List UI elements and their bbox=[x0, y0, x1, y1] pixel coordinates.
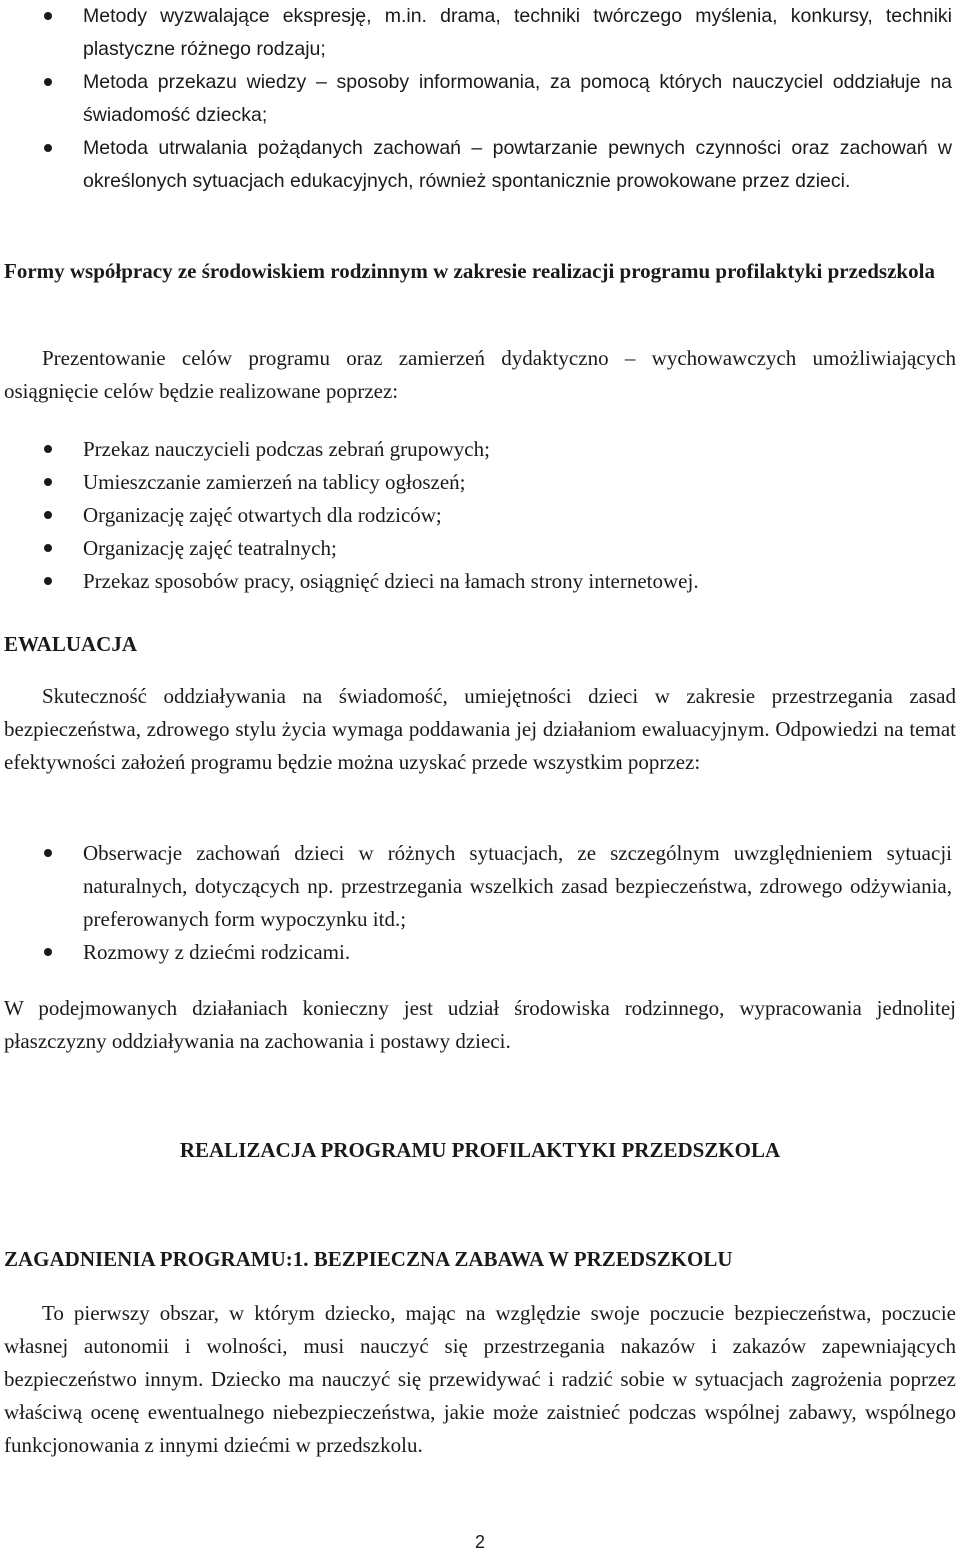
cooperation-list bbox=[4, 433, 956, 598]
evaluation-list-block bbox=[4, 837, 956, 969]
methods-list-block bbox=[4, 0, 956, 198]
list-item bbox=[4, 66, 956, 132]
list-item bbox=[4, 532, 956, 565]
evaluation-paragraph: Skuteczność oddziaływania na świadomość, umiejętności dzieci w zakresie przestrzegania zasad bezpieczeństwa, zdrowego stylu życia wymaga poddawania jej działaniom ewaluacyjnym. Odpowiedzi na temat efektywności założeń programu będzie można uzyskać przede wszystkim poprzez: bbox=[4, 684, 956, 774]
bullet-icon bbox=[44, 511, 52, 519]
cooperation-heading: Formy współpracy ze środowiskiem rodzinnym w zakresie realizacji programu profilaktyki przedszkola bbox=[4, 259, 935, 283]
list-item-text: Umieszczanie zamierzeń na tablicy ogłoszeń; bbox=[83, 470, 466, 494]
page-number: 2 bbox=[474, 1532, 485, 1552]
bullet-icon bbox=[44, 478, 52, 486]
bullet-icon bbox=[44, 849, 52, 857]
list-item bbox=[4, 837, 956, 936]
bullet-icon bbox=[44, 12, 52, 20]
list-item-text: Przekaz sposobów pracy, osiągnięć dzieci na łamach strony internetowej. bbox=[83, 569, 699, 593]
bullet-icon bbox=[44, 445, 52, 453]
list-item bbox=[4, 0, 956, 66]
list-item-text: Przekaz nauczycieli podczas zebrań grupowych; bbox=[83, 437, 490, 461]
list-item-text: Organizację zajęć otwartych dla rodziców; bbox=[83, 503, 442, 527]
list-item bbox=[4, 499, 956, 532]
list-item bbox=[4, 936, 956, 969]
realization-title: REALIZACJA PROGRAMU PROFILAKTYKI PRZEDSZKOLA bbox=[179, 1138, 781, 1162]
bullet-icon bbox=[44, 78, 52, 86]
list-item bbox=[4, 433, 956, 466]
list-item bbox=[4, 466, 956, 499]
bullet-icon bbox=[44, 577, 52, 585]
evaluation-list bbox=[4, 837, 956, 969]
bullet-icon bbox=[44, 544, 52, 552]
topics-heading: ZAGADNIENIA PROGRAMU:1. BEZPIECZNA ZABAWA W PRZEDSZKOLU bbox=[4, 1247, 733, 1271]
list-item bbox=[4, 565, 956, 598]
list-item-text: Metoda utrwalania pożądanych zachowań – powtarzanie pewnych czynności oraz zachowań w określonych sytuacjach edukacyjnych, również spontanicznie prowokowane przez dzieci. bbox=[83, 137, 952, 192]
cooperation-list-block bbox=[4, 433, 956, 598]
list-item-text: Metody wyzwalające ekspresję, m.in. drama, techniki twórczego myślenia, konkursy, techniki plastyczne różnego rodzaju; bbox=[83, 5, 952, 60]
list-item-text: Metoda przekazu wiedzy – sposoby informowania, za pomocą których nauczyciel oddziałuje na świadomość dziecka; bbox=[83, 71, 952, 126]
cooperation-intro: Prezentowanie celów programu oraz zamierzeń dydaktyczno – wychowawczych umożliwiających osiągnięcie celów będzie realizowane poprzez: bbox=[4, 346, 956, 403]
list-item-text: Rozmowy z dziećmi rodzicami. bbox=[83, 940, 351, 964]
evaluation-heading: EWALUACJA bbox=[4, 632, 138, 656]
bullet-icon bbox=[44, 144, 52, 152]
methods-list bbox=[4, 0, 956, 198]
bullet-icon bbox=[44, 948, 52, 956]
topics-paragraph: To pierwszy obszar, w którym dziecko, mając na względzie swoje poczucie bezpieczeństwa, poczucie własnej autonomii i wolności, musi nauczyć się przestrzegania nakazów i zakazów zapewniających bezpieczeństwo innym. Dziecko ma nauczyć się przewidywać i radzić sobie w sytuacjach zagrożenia poprzez właściwą ocenę ewentualnego niebezpieczeństwa, jakie może zaistnieć podczas wspólnej zabawy, wspólnego funkcjonowania z innymi dziećmi w przedszkolu. bbox=[4, 1301, 956, 1457]
list-item-text: Obserwacje zachowań dzieci w różnych sytuacjach, ze szczególnym uwzględnieniem sytuacji naturalnych, dotyczących np. przestrzegania wszelkich zasad bezpieczeństwa, zdrowego odżywiania, preferowanych form wypoczynku itd.; bbox=[83, 841, 952, 931]
list-item bbox=[4, 132, 956, 198]
evaluation-closing: W podejmowanych działaniach konieczny jest udział środowiska rodzinnego, wypracowania jednolitej płaszczyzny oddziaływania na zachowania i postawy dzieci. bbox=[4, 996, 956, 1053]
list-item-text: Organizację zajęć teatralnych; bbox=[83, 536, 337, 560]
